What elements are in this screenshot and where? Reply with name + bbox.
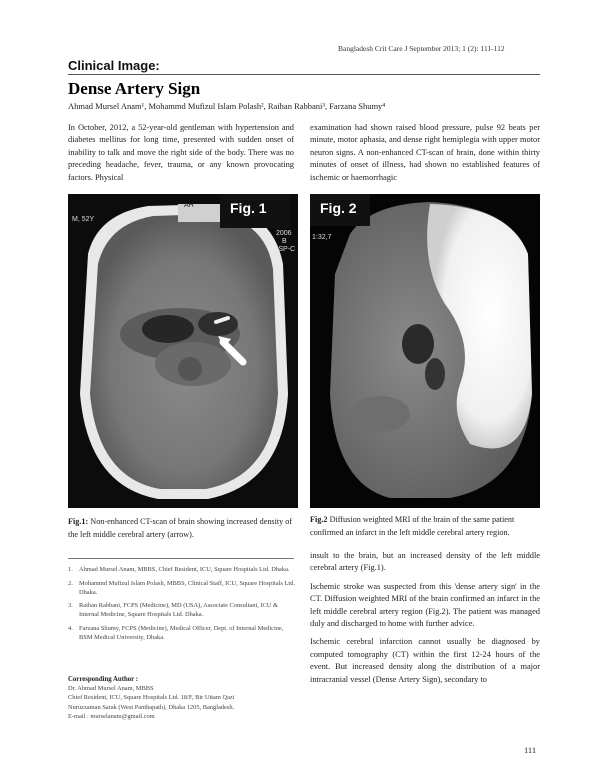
figure-2-caption	[310, 514, 542, 539]
corresponding-address-2: Nuruzzaman Sarak (West Panthapath), Dhaka 1205, Bangladesh.	[68, 703, 235, 711]
section-label: Clinical Image:	[68, 58, 160, 73]
overlay-right-1: 2006	[276, 230, 292, 237]
overlay-patient: M, 52Y	[72, 216, 95, 223]
figure-1-caption	[68, 516, 296, 541]
overlay-right-2: B	[282, 238, 287, 245]
footnote-divider	[68, 558, 294, 559]
body-text-right: examination had shown raised blood pressure, pulse 92 beats per minute, motor aphasia, and dense right hemiplegia with upper motor neuron signs. A non-enhanced CT-scan of brain, done within thirty minutes of onset of illness, had shown no established features of ischemic or haemorrhagic	[310, 123, 540, 182]
mri-image	[310, 194, 540, 508]
overlay-scale: 1:32,7	[312, 234, 332, 241]
figure-2-mri	[310, 194, 540, 508]
figure-1-label: Fig. 1	[220, 194, 290, 228]
footnote-item: 1. Ahmad Mursel Anam, MBBS, Chief Resident, ICU, Square Hospitals Ltd. Dhaka.	[68, 566, 290, 573]
figure-2-caption-label: Fig.2	[310, 515, 328, 524]
paragraph: Ischemic cerebral infarction cannot usually be diagnosed by computed tomography (CT) within the first 12-24 hours of the event. But increased density along the distribution of a major intracranial vessel (Dense Artery Sign), secondary to	[310, 637, 540, 684]
author-list: Ahmad Mursel Anam¹, Mohammd Mufizul Islam Polash², Raihan Rabbani³, Farzana Shumy⁴	[68, 101, 386, 111]
footnotes	[68, 566, 296, 648]
figure-2-caption-text: Diffusion weighted MRI of the brain of the same patient confirmed an infarct in the left middle cerebral artery region.	[310, 515, 515, 537]
figure-1-caption-label: Fig.1:	[68, 517, 89, 526]
footnote-item: 3. Raihan Rabbani, FCPS (Medicine), MD (USA), Associate Consultant, ICU & Internal Medicine, Square Hospitals Ltd. Dhaka.	[68, 602, 278, 619]
body-text-right-lower	[310, 550, 540, 692]
overlay-top: AH	[184, 202, 194, 209]
overlay-right-3: -SP-C	[276, 246, 296, 253]
figure-1-caption-text: Non-enhanced CT-scan of brain showing increased density of the left middle cerebral artery (arrow).	[68, 517, 293, 539]
header-divider	[68, 74, 540, 75]
page-number: 111	[524, 745, 537, 755]
journal-header: Bangladesh Crit Care J September 2013; 1 (2): 111-112	[338, 44, 505, 53]
paragraph: insult to the brain, but an increased density of the left middle cerebral artery (Fig.1).	[310, 551, 540, 573]
figure-2-label: Fig. 2	[310, 194, 370, 226]
article-title: Dense Artery Sign	[68, 79, 201, 98]
figure-1-ct-scan	[68, 194, 298, 508]
paragraph: Ischemic stroke was suspected from this 'dense artery sign' in the CT. Diffusion weighted MRI of the brain confirmed an infarct in the left middle cerebral artery region (Fig.2). The patient was managed duly and discharged to home with further advice.	[310, 581, 540, 629]
corresponding-address-1: Chief Resident, ICU, Square Hospitals Ltd. 18/F, Bir Uttam Qazi	[68, 694, 235, 702]
corresponding-author	[68, 675, 298, 721]
body-text-left: In October, 2012, a 52-year-old gentleman with hypertension and diabetes mellitus for long time, presented with sudden onset of inability to talk and move the right side of the body. There was no preceding headache, fever, trauma, or any known provocating factors. Physical	[68, 123, 294, 182]
corresponding-email[interactable]: E-mail : murselanam@gmail.com	[68, 712, 155, 720]
footnote-item: 2. Mohammd Mufizul Islam Polash, MBBS, Clinical Staff, ICU, Square Hospitals Ltd. Dhaka.	[68, 579, 295, 596]
footnote-item: 4. Farzana Shumy, FCPS (Medicine), Medical Officer, Dept. of Internal Medicine, BSM Medical University, Dhaka.	[68, 624, 284, 641]
ct-scan-image	[68, 194, 298, 508]
corresponding-name: Dr. Ahmad Mursel Anam, MBBS	[68, 685, 154, 693]
corresponding-heading: Corresponding Author :	[68, 676, 138, 683]
